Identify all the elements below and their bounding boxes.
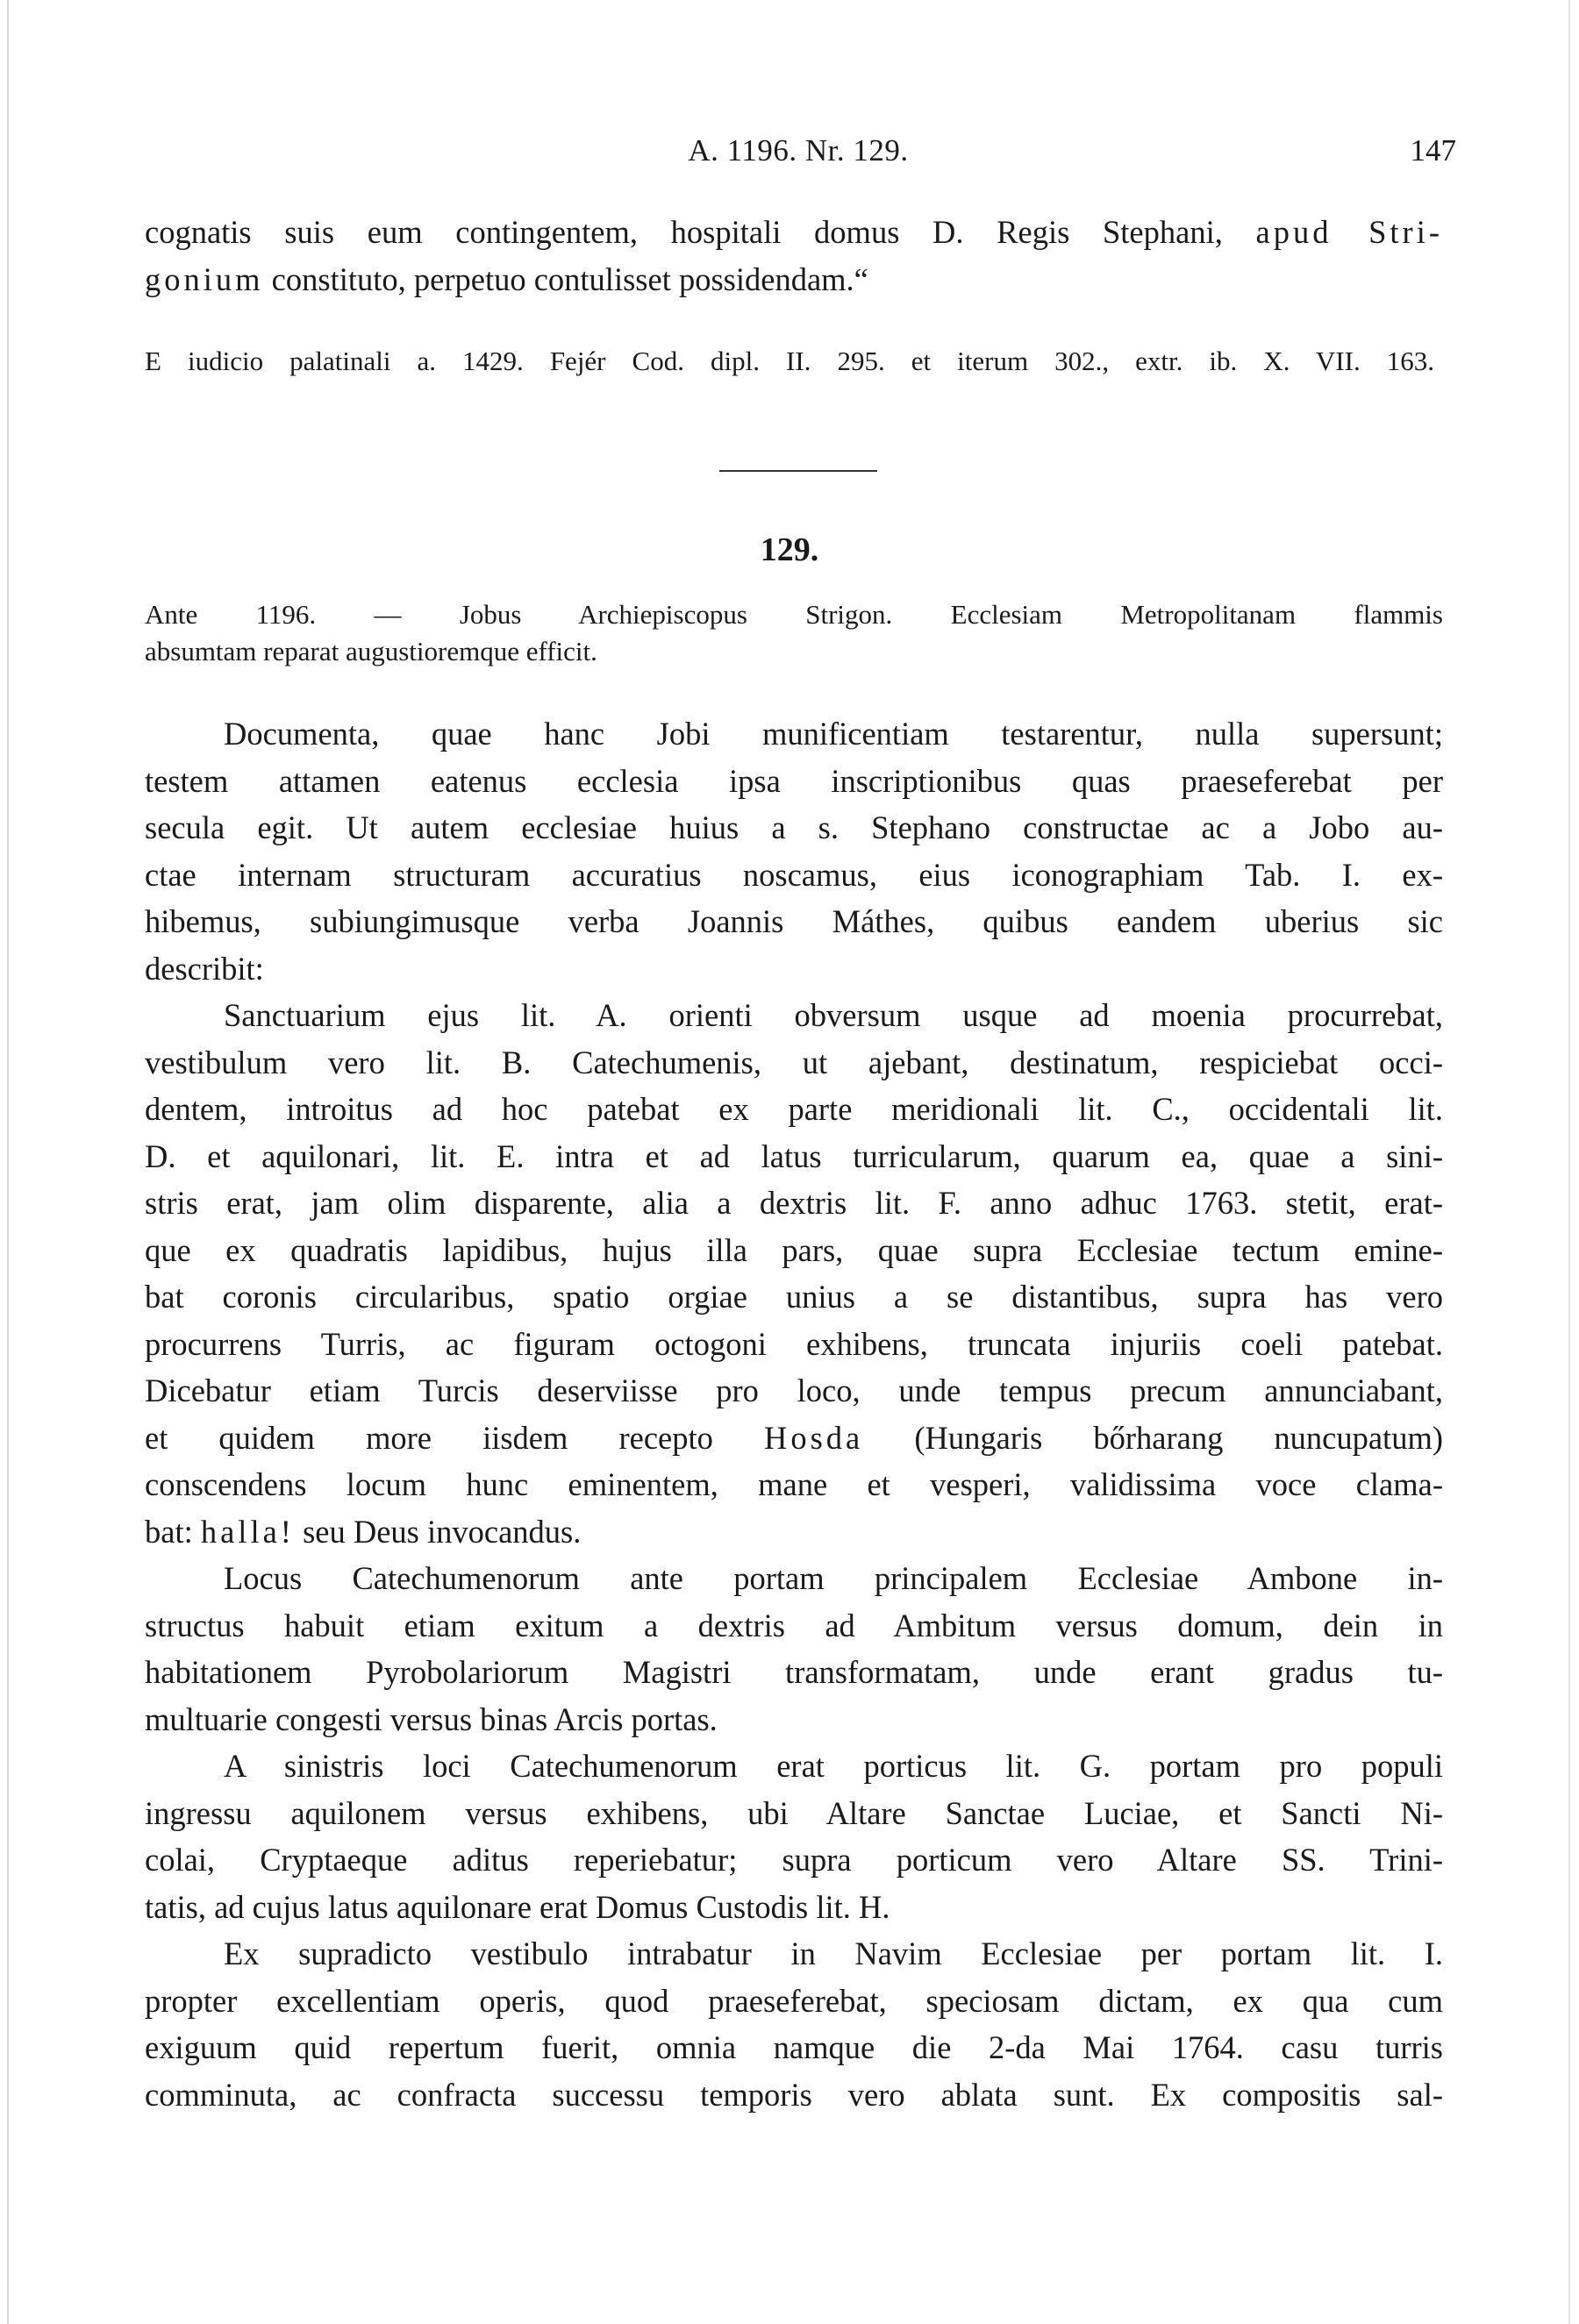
document-body — [145, 710, 1443, 2118]
running-title: A. 1196. Nr. 129. — [688, 133, 909, 168]
line-text: cognatis suis eum contingentem, hospitali domus D. Regis Stephani, — [145, 214, 1256, 250]
line-text: secula egit. Ut autem ecclesiae huius a s. Stephano constructae ac a Jobo au- — [145, 809, 1443, 845]
line-text: Documenta, quae hanc Jobi munificentiam testarentur, nulla supersunt; — [224, 716, 1443, 752]
line-text: tatis, ad cujus latus aquilonare erat Domus Custodis lit. H. — [145, 1888, 890, 1925]
line-text: comminuta, ac confracta successu temporis vero ablata sunt. Ex compositis sal- — [145, 2076, 1443, 2113]
text-line — [145, 1273, 1443, 1321]
line-text: constituto, perpetuo contulisset possidendam.“ — [263, 260, 868, 297]
line-text: hibemus, subiungimusque verba Joannis Máthes, quibus eandem uberius sic — [145, 903, 1443, 939]
line-text: bat: — [145, 1513, 201, 1550]
text-line — [145, 1649, 1443, 1696]
line-text: structus habuit etiam exitum a dextris ad Ambitum versus domum, dein in — [145, 1607, 1443, 1643]
line-text: bat coronis circularibus, spatio orgiae unius a se distantibus, supra has vero — [145, 1279, 1443, 1315]
line-text: ctae internam structuram accuratius noscamus, eius iconographiam Tab. I. ex- — [145, 856, 1443, 893]
text-line — [145, 1508, 1443, 1556]
scan-edge-right — [1568, 0, 1570, 2324]
summary-line: Ante 1196. — Jobus Archiepiscopus Strigon. Ecclesiam Metropolitanam flammis — [145, 599, 1443, 630]
text-line — [145, 992, 1443, 1039]
line-text: ingressu aquilonem versus exhibens, ubi Altare Sanctae Luciae, et Sancti Ni- — [145, 1794, 1443, 1831]
line-text: Dicebatur etiam Turcis deserviisse pro loco, unde tempus precum annunciabant, — [145, 1372, 1443, 1408]
line-text: stris erat, jam olim disparente, alia a dextris lit. F. anno adhuc 1763. stetit, erat- — [145, 1185, 1443, 1221]
text-line — [145, 1227, 1443, 1274]
spaced-text: Hosda — [763, 1419, 864, 1456]
text-line — [145, 1039, 1443, 1087]
line-text: testem attamen eatenus ecclesia ipsa inscriptionibus quas praeseferebat per — [145, 762, 1443, 799]
text-line — [145, 1790, 1443, 1837]
text-line — [145, 1602, 1443, 1650]
text-line — [145, 2024, 1443, 2071]
line-text: et quidem more iisdem recepto — [145, 1419, 764, 1456]
text-line — [145, 1555, 1443, 1602]
line-text: multuarie congesti versus binas Arcis portas. — [145, 1700, 718, 1737]
line-text: que ex quadratis lapidibus, hujus illa pars, quae supra Ecclesiae tectum emine- — [145, 1231, 1443, 1268]
text-line — [145, 1180, 1443, 1227]
spaced-text: apud Stri- — [1255, 214, 1443, 250]
text-line — [145, 1696, 1443, 1743]
text-line — [145, 256, 1443, 303]
line-text: Sanctuarium ejus lit. A. orienti obversum usque ad moenia procurrebat, — [224, 997, 1443, 1033]
line-text: dentem, introitus ad hoc patebat ex parte meridionali lit. C., occidentali lit. — [145, 1091, 1443, 1127]
summary-line: absumtam reparat augustioremque efficit. — [145, 636, 597, 667]
document-number: 129. — [760, 531, 819, 568]
text-line — [145, 1978, 1443, 2025]
line-text: (Hungaris bőrharang nuncupatum) — [863, 1419, 1443, 1456]
line-text: propter excellentiam operis, quod praeseferebat, speciosam dictam, ex qua cum — [145, 1982, 1443, 2019]
line-text: D. et aquilonari, lit. E. intra et ad latus turricularum, quarum ea, quae a sini- — [145, 1137, 1443, 1174]
line-text: describit: — [145, 950, 264, 987]
text-line — [145, 1133, 1443, 1180]
section-divider — [719, 470, 877, 472]
text-line — [145, 1884, 1443, 1931]
continuation-text — [145, 209, 1443, 303]
text-line — [145, 209, 1443, 256]
scan-edge-left — [7, 0, 9, 2324]
spaced-text: halla! — [200, 1513, 295, 1550]
text-line — [145, 2071, 1443, 2119]
text-line — [145, 945, 1443, 993]
page-number: 147 — [1410, 133, 1456, 168]
text-line — [145, 758, 1443, 805]
text-line — [145, 1930, 1443, 1978]
text-line — [145, 1367, 1443, 1415]
text-line — [145, 710, 1443, 758]
text-line — [145, 1321, 1443, 1368]
line-text: A sinistris loci Catechumenorum erat porticus lit. G. portam pro populi — [224, 1748, 1443, 1784]
text-line — [145, 1743, 1443, 1790]
text-line — [145, 1836, 1443, 1884]
text-line — [145, 1461, 1443, 1508]
text-line — [145, 1086, 1443, 1133]
line-text: Ex supradicto vestibulo intrabatur in Navim Ecclesiae per portam lit. I. — [224, 1935, 1443, 1971]
text-line — [145, 898, 1443, 945]
line-text: vestibulum vero lit. B. Catechumenis, ut ajebant, destinatum, respiciebat occi- — [145, 1044, 1443, 1080]
text-line — [145, 852, 1443, 899]
text-line — [145, 804, 1443, 852]
line-text: Locus Catechumenorum ante portam principalem Ecclesiae Ambone in- — [224, 1560, 1443, 1596]
page-header — [140, 133, 1456, 177]
line-text: seu Deus invocandus. — [294, 1513, 582, 1550]
line-text: procurrens Turris, ac figuram octogoni exhibens, truncata injuriis coeli patebat. — [145, 1325, 1443, 1362]
spaced-text: gonium — [145, 260, 264, 297]
source-note: E iudicio palatinali a. 1429. Fejér Cod. dipl. II. 295. et iterum 302., extr. ib. X. VII. 163. — [145, 346, 1434, 376]
text-line — [145, 1415, 1443, 1462]
document-summary — [145, 596, 1443, 670]
line-text: habitationem Pyrobolariorum Magistri transformatam, unde erant gradus tu- — [145, 1654, 1443, 1690]
line-text: conscendens locum hunc eminentem, mane et vesperi, validissima voce clama- — [145, 1466, 1443, 1502]
line-text: colai, Cryptaeque aditus reperiebatur; supra porticum vero Altare SS. Trini- — [145, 1842, 1443, 1878]
line-text: exiguum quid repertum fuerit, omnia namque die 2-da Mai 1764. casu turris — [145, 2029, 1443, 2065]
